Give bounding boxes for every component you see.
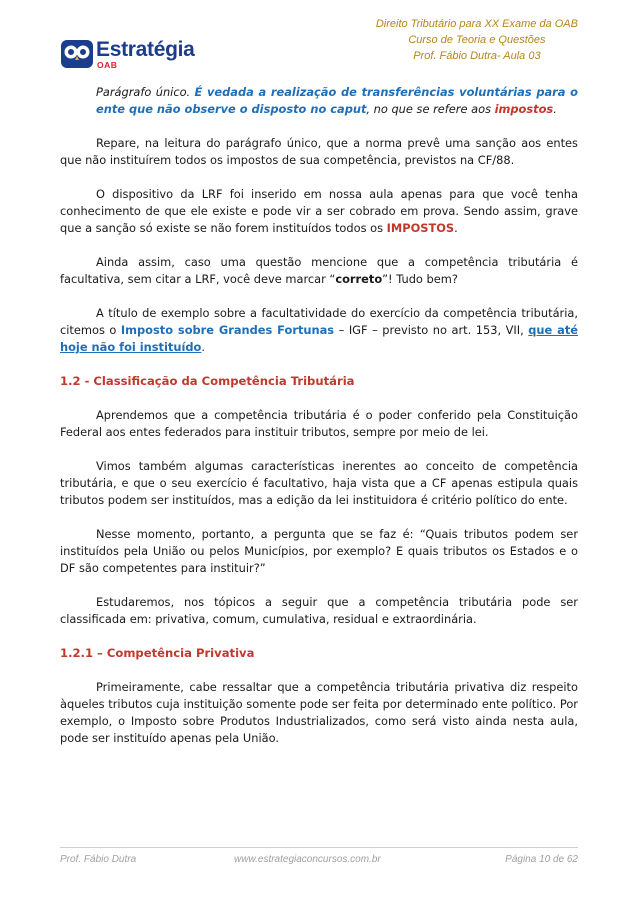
section-heading: 1.2 - Classificação da Competência Tributária <box>60 374 355 388</box>
quote-end: . <box>553 102 557 116</box>
header-course: Direito Tributário para XX Exame da OAB <box>375 18 578 30</box>
footer-author: Prof. Fábio Dutra <box>60 854 137 865</box>
paragraph-text: A título de exemplo sobre a facultatividade do exercício da competência tributária, citemos o <box>60 306 578 337</box>
paragraph-text: . <box>201 340 205 354</box>
header-subtitle: Curso de Teoria e Questões <box>408 34 546 46</box>
logo-oab: OAB <box>97 60 118 70</box>
impostos-emphasis: IMPOSTOS <box>386 221 455 235</box>
paragraph <box>60 254 578 288</box>
igf-emphasis: Imposto sobre Grandes Fortunas <box>120 323 335 337</box>
paragraph <box>60 186 578 237</box>
paragraph-text: . <box>454 221 458 235</box>
paragraph-text: Estudaremos, nos tópicos a seguir que a competência tributária pode ser classificada em: privativa, comum, cumulativa, residual e extraordinária. <box>60 595 578 626</box>
document-body <box>60 84 578 764</box>
footer-page-number: Página 10 de 62 <box>505 854 578 865</box>
paragraph-text: Vimos também algumas características inerentes ao conceito de competência tributária, e que o seu exercício é facultativo, haja vista que a CF apenas estipula quais tributos podem ser instituídos, mas a edição da lei instituidora é critério político do ente. <box>60 459 578 507</box>
quote-highlight: É vedada a realização de transferências voluntárias para o ente que não observe o disposto no caput <box>96 85 578 116</box>
paragraph-text: Repare, na leitura do parágrafo único, que a norma prevê uma sanção aos entes que não instituírem todos os impostos de sua competência, previstos na CF/88. <box>60 136 578 167</box>
not-instituted-emphasis: que até hoje não foi instituído <box>60 323 578 354</box>
paragraph <box>60 526 578 577</box>
paragraph-text: Ainda assim, caso uma questão mencione que a competência tributária é facultativa, sem citar a LRF, você deve marcar “ <box>60 255 578 286</box>
paragraph-text: Nesse momento, portanto, a pergunta que se faz é: “Quais tributos podem ser instituídos pela União ou pelos Municípios, por exemplo? E quais tributos os Estados e o DF são competentes para instituir?” <box>60 527 578 575</box>
subsection-heading: 1.2.1 – Competência Privativa <box>60 646 255 660</box>
paragraph <box>60 407 578 441</box>
logo-brand: Estratégia <box>96 38 195 61</box>
owl-icon <box>60 38 94 70</box>
paragraph <box>60 594 578 628</box>
quote-mid: , no que se refere aos <box>366 102 495 116</box>
paragraph-text: ”! Tudo bem? <box>382 272 458 286</box>
page-footer <box>60 847 578 865</box>
paragraph-text: Primeiramente, cabe ressaltar que a competência tributária privativa diz respeito àqueles tributos cuja instituição somente pode ser feita por determinado ente político. Por exemplo, o Imposto sobre Produtos Industrializados, como será visto ainda nesta aula, pode ser instituído apenas pela União. <box>60 680 578 745</box>
paragraph-text: – IGF – previsto no art. 153, VII, <box>334 323 529 337</box>
footer-website: www.estrategiaconcursos.com.br <box>234 854 381 865</box>
correto-emphasis: correto <box>335 272 383 286</box>
paragraph <box>60 458 578 509</box>
paragraph <box>60 679 578 747</box>
estrategia-logo <box>60 38 200 72</box>
quote-lead: Parágrafo único. <box>96 85 195 99</box>
paragraph <box>60 305 578 356</box>
paragraph-text: Aprendemos que a competência tributária é o poder conferido pela Constituição Federal aos entes federados para instituir tributos, sempre por meio de lei. <box>60 408 578 439</box>
paragraph-text: O dispositivo da LRF foi inserido em nossa aula apenas para que você tenha conhecimento de que ele existe e pode vir a ser cobrado em prova. Sendo assim, grave que a sanção só existe se não forem instituídos todos os <box>60 187 578 235</box>
quote-impostos: impostos <box>494 102 554 116</box>
legal-quote-paragraph <box>96 84 578 118</box>
page-header <box>376 16 578 64</box>
header-lesson: Prof. Fábio Dutra- Aula 03 <box>413 50 541 62</box>
paragraph <box>60 135 578 169</box>
